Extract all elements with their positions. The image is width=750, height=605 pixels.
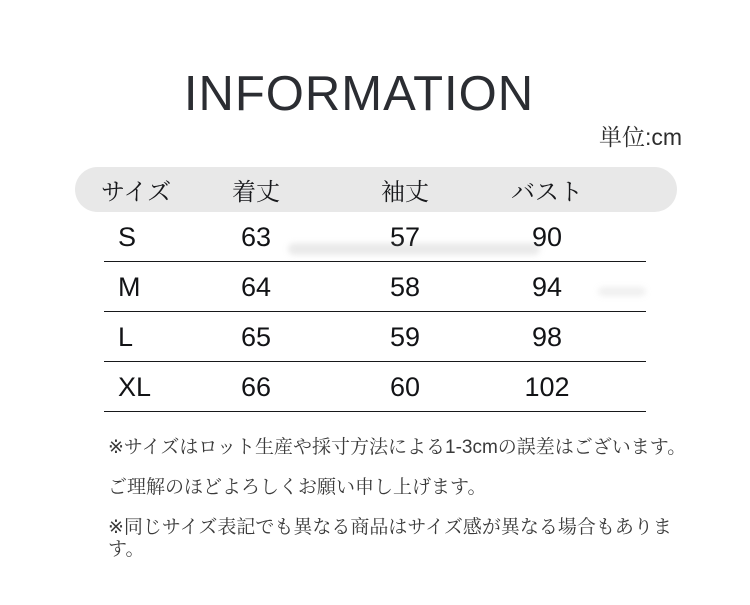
size-label: S bbox=[118, 221, 137, 252]
length-value: 63 bbox=[240, 221, 272, 252]
bust-value: 102 bbox=[524, 371, 570, 402]
bust-value: 98 bbox=[531, 321, 563, 352]
note-tolerance: ※サイズはロット生産や採寸方法による1-3cmの誤差はございます。 bbox=[108, 437, 687, 458]
column-header-bust: バスト bbox=[511, 179, 583, 206]
size-label: M bbox=[118, 271, 141, 302]
page-title: INFORMATION bbox=[183, 67, 535, 121]
column-header-sleeve: 袖丈 bbox=[381, 179, 429, 206]
bust-value: 94 bbox=[531, 271, 563, 302]
size-table-header bbox=[75, 167, 677, 212]
table-row-xl bbox=[75, 362, 677, 412]
unit-label: 単位:cm bbox=[598, 124, 682, 150]
sleeve-value: 60 bbox=[389, 371, 421, 402]
sleeve-value: 58 bbox=[389, 271, 421, 302]
length-value: 65 bbox=[240, 321, 272, 352]
note-understanding: ご理解のほどよろしくお願い申し上げます。 bbox=[108, 476, 487, 498]
watermark-smudge bbox=[598, 287, 646, 296]
sleeve-value: 57 bbox=[389, 221, 421, 252]
watermark-smudge bbox=[288, 243, 540, 255]
column-header-size: サイズ bbox=[101, 179, 172, 206]
table-row-m bbox=[75, 262, 677, 312]
length-value: 66 bbox=[240, 371, 272, 402]
column-header-length: 着丈 bbox=[232, 179, 280, 206]
size-label: L bbox=[118, 321, 134, 352]
size-table bbox=[75, 167, 677, 412]
table-row-l bbox=[75, 312, 677, 362]
sleeve-value: 59 bbox=[389, 321, 421, 352]
note-size-variation: ※同じサイズ表記でも異なる商品はサイズ感が異なる場合もあります。 bbox=[108, 516, 672, 561]
size-label: XL bbox=[118, 371, 152, 402]
notes-section bbox=[108, 437, 708, 579]
bust-value: 90 bbox=[531, 221, 563, 252]
length-value: 64 bbox=[240, 271, 272, 302]
